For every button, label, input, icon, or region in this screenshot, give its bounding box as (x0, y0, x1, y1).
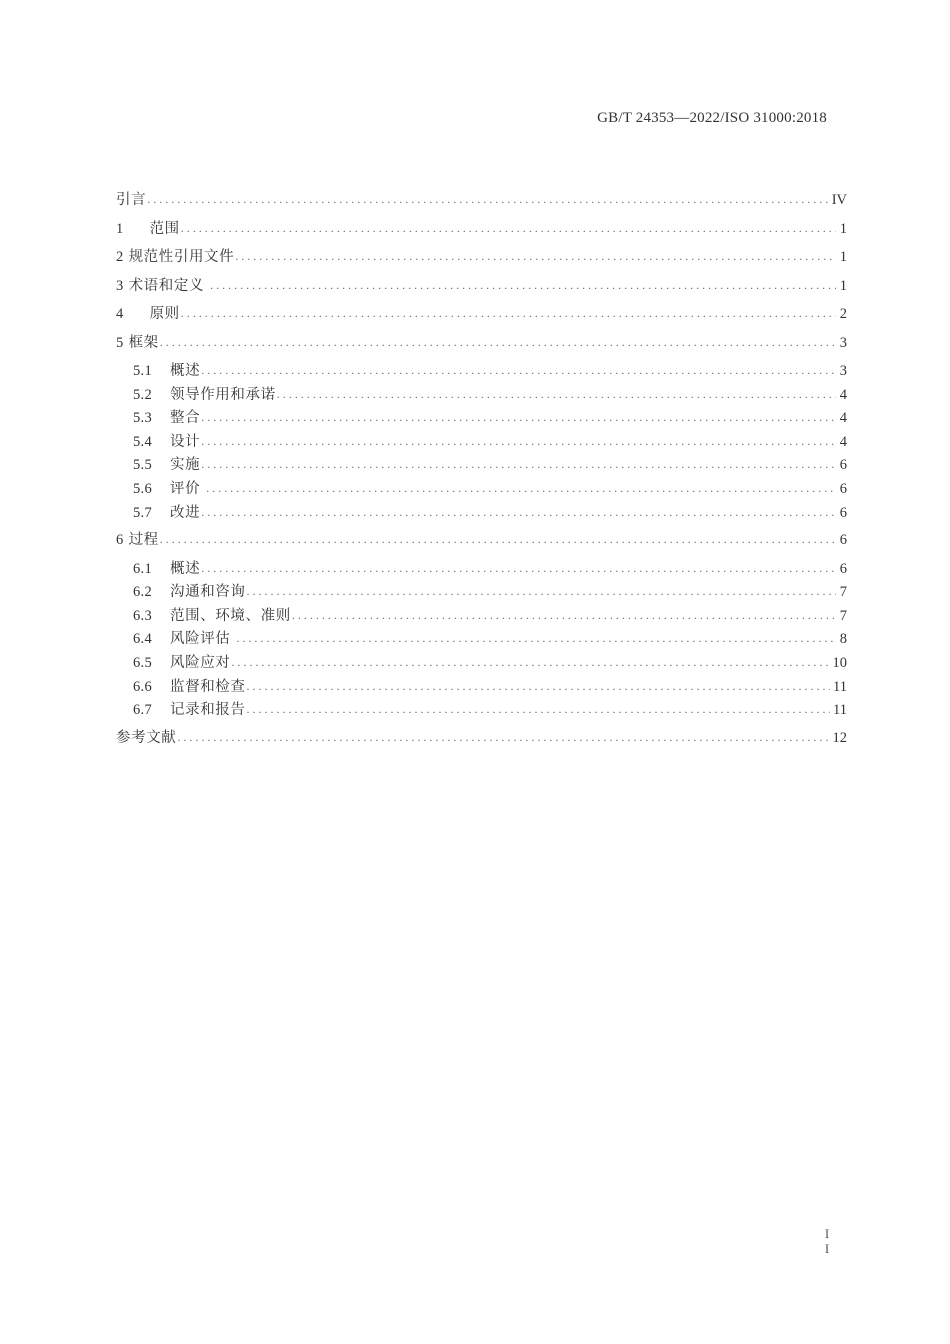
toc-entry-6-2[interactable] (116, 580, 847, 604)
toc-entry-page: 7 (839, 607, 847, 624)
toc-entry-1[interactable] (116, 217, 847, 246)
toc-entry-6-4[interactable] (116, 627, 847, 651)
toc-entry-2[interactable] (116, 245, 847, 274)
table-of-contents (116, 188, 847, 754)
toc-entry-title: 术语和定义 (128, 277, 205, 294)
toc-entry-6-5[interactable] (116, 651, 847, 675)
dot-leader (277, 387, 836, 402)
toc-entry-page: 12 (832, 729, 847, 746)
toc-entry-page: 3 (839, 334, 847, 351)
dot-leader (206, 481, 836, 496)
toc-entry-number: 6.7 (133, 702, 153, 719)
toc-entry-number: 5 (116, 334, 124, 351)
toc-entry-page: 1 (839, 277, 847, 294)
toc-entry-number: 6.4 (133, 631, 153, 648)
toc-entry-number: 4 (116, 306, 124, 322)
dot-leader (160, 532, 836, 547)
standard-code: GB/T 24353—2022/ISO 31000:2018 (597, 110, 827, 126)
toc-entry-number: 6.1 (133, 560, 153, 577)
toc-entry-5-2[interactable] (116, 383, 847, 407)
toc-entry-number: 6 (116, 532, 124, 549)
page-number-text: I (824, 1241, 830, 1256)
dot-leader (201, 561, 836, 576)
toc-entry-title: 记录和报告 (170, 702, 246, 719)
dot-leader (181, 221, 836, 236)
toc-entry-title: 风险评估 (170, 631, 231, 648)
toc-entry-title: 领导作用和承诺 (170, 386, 276, 403)
toc-entry-number: 6.5 (133, 655, 153, 672)
toc-entry-number: 5.1 (133, 363, 153, 379)
toc-entry-page: 6 (839, 457, 847, 474)
toc-entry-5-5[interactable] (116, 453, 847, 477)
toc-entry-page: 6 (839, 504, 847, 521)
toc-entry-page: 6 (839, 480, 847, 497)
toc-entry-title: 参考文献 (116, 729, 177, 746)
toc-entry-page: 8 (839, 631, 847, 648)
toc-entry-title: 过程 (128, 532, 159, 549)
toc-entry-title: 沟通和咨询 (170, 584, 246, 601)
toc-entry-title: 概述 (170, 560, 201, 577)
toc-entry-title: 范围、环境、准则 (170, 607, 291, 624)
dot-leader (160, 335, 836, 350)
dot-leader (201, 505, 836, 520)
toc-entry-title: 设计 (170, 433, 201, 450)
toc-entry-number: 5.5 (133, 457, 153, 474)
toc-entry-title: 风险应对 (170, 655, 231, 672)
dot-leader (235, 249, 836, 264)
dot-leader (201, 457, 836, 472)
toc-entry-title: 框架 (128, 334, 159, 351)
toc-entry-page: 1 (839, 249, 847, 265)
toc-entry-page: IV (831, 192, 847, 208)
toc-entry-number: 5.2 (133, 386, 153, 403)
toc-entry-title: 改进 (170, 504, 201, 521)
dot-leader (181, 306, 836, 321)
toc-entry-6[interactable] (116, 528, 847, 557)
dot-leader (201, 363, 836, 378)
toc-entry-title: 原则 (149, 306, 180, 322)
toc-entry-6-7[interactable] (116, 698, 847, 722)
toc-entry-title: 整合 (170, 410, 201, 427)
toc-entry-page: 4 (839, 410, 847, 427)
toc-entry-title: 范围 (149, 220, 180, 237)
toc-entry-page: 7 (839, 584, 847, 601)
dot-leader (210, 278, 836, 293)
dot-leader (147, 192, 828, 207)
toc-entry-page: 6 (839, 560, 847, 577)
toc-entry-page: 11 (833, 678, 847, 695)
toc-entry-5-4[interactable] (116, 430, 847, 454)
toc-entry-page: 4 (839, 386, 847, 403)
toc-entry-page: 10 (832, 655, 847, 672)
toc-entry-page: 6 (839, 532, 847, 549)
toc-entry-3[interactable] (116, 274, 847, 303)
toc-entry-number: 5.4 (133, 433, 153, 450)
dot-leader (247, 584, 837, 599)
toc-entry-5-3[interactable] (116, 406, 847, 430)
dot-leader (177, 730, 829, 745)
toc-entry-number: 3 (116, 277, 124, 294)
toc-entry-page: 11 (833, 702, 847, 719)
toc-entry-6-6[interactable] (116, 675, 847, 699)
toc-entry-5[interactable] (116, 331, 847, 360)
toc-entry-title: 规范性引用文件 (128, 249, 235, 265)
dot-leader (247, 702, 831, 717)
toc-entry-title: 评价 (170, 480, 201, 497)
dot-leader (292, 608, 836, 623)
toc-entry-5-7[interactable] (116, 501, 847, 525)
toc-entry-5-6[interactable] (116, 477, 847, 501)
dot-leader (201, 434, 836, 449)
toc-entry-number: 1 (116, 220, 124, 237)
toc-entry-page: 2 (839, 306, 847, 322)
toc-entry-6-1[interactable] (116, 557, 847, 581)
dot-leader (231, 655, 829, 670)
toc-entry-introduction[interactable] (116, 188, 847, 217)
toc-entry-number: 6.2 (133, 584, 153, 601)
toc-entry-page: 3 (839, 363, 847, 379)
toc-entry-title: 实施 (170, 457, 201, 474)
toc-entry-number: 6.3 (133, 607, 153, 624)
toc-entry-number: 2 (116, 249, 124, 265)
toc-entry-page: 1 (839, 220, 847, 237)
dot-leader (247, 679, 831, 694)
toc-entry-number: 5.3 (133, 410, 153, 427)
dot-leader (236, 631, 836, 646)
toc-entry-bibliography[interactable] (116, 726, 847, 755)
page-number (823, 1226, 831, 1256)
dot-leader (201, 410, 836, 425)
toc-entry-4[interactable] (116, 302, 847, 331)
page-number-text: I (824, 1226, 830, 1241)
toc-entry-title: 引言 (116, 192, 147, 208)
toc-entry-5-1[interactable] (116, 359, 847, 383)
toc-entry-title: 概述 (170, 363, 201, 379)
toc-entry-page: 4 (839, 433, 847, 450)
toc-entry-number: 6.6 (133, 678, 153, 695)
toc-entry-number: 5.7 (133, 504, 153, 521)
toc-entry-title: 监督和检查 (170, 678, 246, 695)
toc-entry-6-3[interactable] (116, 604, 847, 628)
toc-entry-number: 5.6 (133, 480, 153, 497)
